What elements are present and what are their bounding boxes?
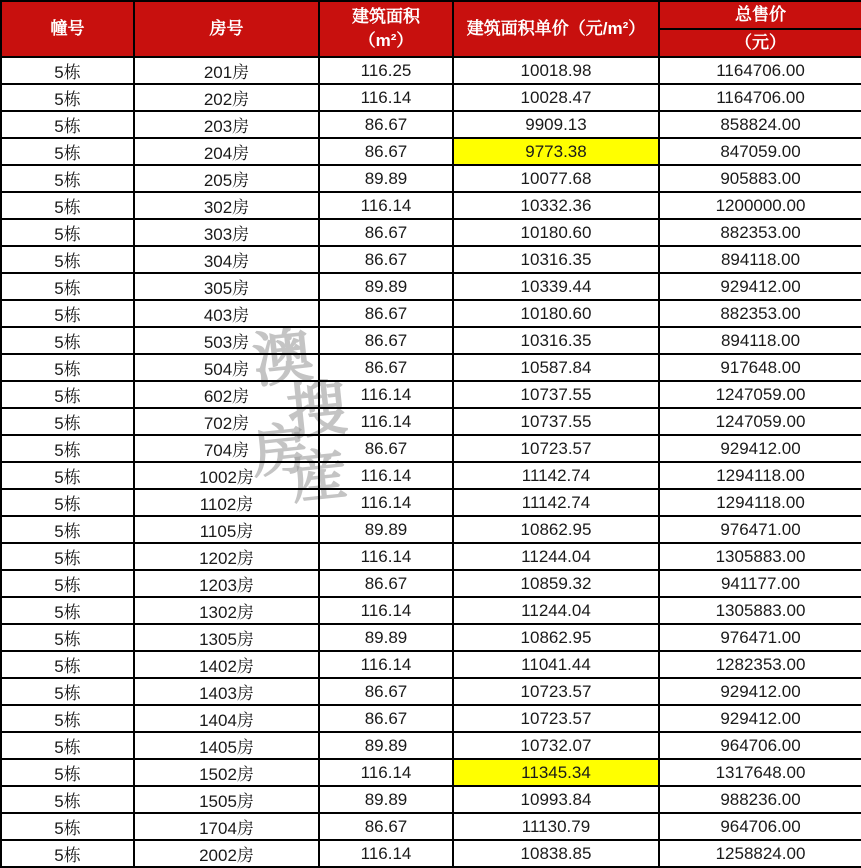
cell-total-price: 1164706.00 [659,84,861,111]
cell-total-price: 964706.00 [659,732,861,759]
watermark-char: 澳 [249,321,317,397]
column-header-total-price [659,1,861,57]
column-header-unit: （元） [735,33,786,53]
cell-area: 116.14 [319,192,453,219]
cell-room: 503房 [134,327,319,354]
cell-room: 1203房 [134,570,319,597]
cell-room: 403房 [134,300,319,327]
table-row [1,624,861,651]
cell-building: 5栋 [1,813,134,840]
cell-room: 2002房 [134,840,319,867]
cell-unit-price: 10316.35 [453,246,659,273]
column-header-room-number [134,1,319,57]
table-row [1,597,861,624]
table-header [1,1,861,57]
cell-building: 5栋 [1,840,134,867]
table-row [1,732,861,759]
table-row [1,192,861,219]
cell-area: 86.67 [319,111,453,138]
cell-area: 86.67 [319,219,453,246]
cell-unit-price: 10737.55 [453,381,659,408]
cell-total-price: 976471.00 [659,516,861,543]
cell-unit-price: 10316.35 [453,327,659,354]
cell-total-price: 929412.00 [659,435,861,462]
cell-total-price: 929412.00 [659,705,861,732]
cell-area: 86.67 [319,327,453,354]
cell-room: 203房 [134,111,319,138]
cell-total-price: 882353.00 [659,300,861,327]
cell-area: 116.14 [319,462,453,489]
cell-area: 116.14 [319,840,453,867]
cell-room: 205房 [134,165,319,192]
table-row [1,570,861,597]
column-header-label: 房号 [209,19,244,39]
column-header-floor-area [319,1,453,57]
cell-unit-price: 11142.74 [453,462,659,489]
cell-area: 86.67 [319,813,453,840]
column-header-unit: （m²） [358,31,414,50]
cell-area: 116.14 [319,597,453,624]
table-row [1,381,861,408]
cell-area: 86.67 [319,138,453,165]
cell-unit-price: 11041.44 [453,651,659,678]
cell-total-price: 917648.00 [659,354,861,381]
cell-building: 5栋 [1,570,134,597]
cell-building: 5栋 [1,408,134,435]
cell-room: 201房 [134,57,319,84]
cell-total-price: 1282353.00 [659,651,861,678]
cell-total-price: 847059.00 [659,138,861,165]
column-header-building-number [1,1,134,57]
cell-building: 5栋 [1,138,134,165]
cell-unit-price: 10332.36 [453,192,659,219]
cell-unit-price: 10862.95 [453,624,659,651]
table-row [1,435,861,462]
cell-total-price: 1164706.00 [659,57,861,84]
table-row [1,57,861,84]
cell-unit-price: 10993.84 [453,786,659,813]
cell-unit-price: 10018.98 [453,57,659,84]
cell-building: 5栋 [1,192,134,219]
cell-area: 86.67 [319,300,453,327]
cell-room: 704房 [134,435,319,462]
table-row [1,246,861,273]
cell-unit-price: 10838.85 [453,840,659,867]
cell-room: 1202房 [134,543,319,570]
cell-building: 5栋 [1,381,134,408]
cell-building: 5栋 [1,786,134,813]
cell-room: 305房 [134,273,319,300]
cell-unit-price: 10180.60 [453,300,659,327]
cell-area: 116.14 [319,489,453,516]
watermark-char: 搜 [283,373,351,449]
cell-area: 116.14 [319,381,453,408]
cell-unit-price: 11142.74 [453,489,659,516]
cell-area: 116.14 [319,543,453,570]
cell-unit-price: 11244.04 [453,597,659,624]
table-row [1,813,861,840]
table-row [1,138,861,165]
cell-room: 1404房 [134,705,319,732]
cell-area: 86.67 [319,570,453,597]
cell-total-price: 858824.00 [659,111,861,138]
table-row [1,516,861,543]
column-header-unit-price [453,1,659,57]
cell-room: 504房 [134,354,319,381]
cell-building: 5栋 [1,219,134,246]
cell-building: 5栋 [1,165,134,192]
cell-building: 5栋 [1,273,134,300]
cell-total-price: 1294118.00 [659,462,861,489]
cell-total-price: 1247059.00 [659,408,861,435]
cell-room: 204房 [134,138,319,165]
watermark-char: 産 [287,441,351,513]
cell-room: 1305房 [134,624,319,651]
table-row [1,408,861,435]
cell-area: 86.67 [319,678,453,705]
cell-building: 5栋 [1,462,134,489]
cell-unit-price: 10862.95 [453,516,659,543]
cell-room: 1505房 [134,786,319,813]
column-header-label: 建筑面积 [352,7,420,27]
cell-unit-price: 9909.13 [453,111,659,138]
header-row [1,1,861,57]
cell-area: 89.89 [319,732,453,759]
cell-area: 86.67 [319,354,453,381]
cell-room: 303房 [134,219,319,246]
cell-area: 89.89 [319,786,453,813]
cell-total-price: 941177.00 [659,570,861,597]
cell-room: 1102房 [134,489,319,516]
cell-building: 5栋 [1,732,134,759]
cell-room: 1502房 [134,759,319,786]
cell-building: 5栋 [1,678,134,705]
cell-area: 89.89 [319,624,453,651]
cell-total-price: 894118.00 [659,246,861,273]
cell-unit-price: 10737.55 [453,408,659,435]
cell-room: 1105房 [134,516,319,543]
cell-total-price: 894118.00 [659,327,861,354]
cell-room: 202房 [134,84,319,111]
cell-area: 89.89 [319,516,453,543]
cell-building: 5栋 [1,327,134,354]
cell-building: 5栋 [1,111,134,138]
cell-area: 116.25 [319,57,453,84]
cell-room: 302房 [134,192,319,219]
cell-total-price: 1247059.00 [659,381,861,408]
table-row [1,462,861,489]
cell-area: 89.89 [319,273,453,300]
cell-total-price: 988236.00 [659,786,861,813]
cell-building: 5栋 [1,57,134,84]
cell-room: 1002房 [134,462,319,489]
cell-unit-price: 10723.57 [453,705,659,732]
table-row [1,543,861,570]
cell-area: 116.14 [319,408,453,435]
cell-total-price: 905883.00 [659,165,861,192]
cell-building: 5栋 [1,489,134,516]
cell-building: 5栋 [1,624,134,651]
column-header-label: 建筑面积单价（元/m²） [466,19,646,39]
cell-room: 1302房 [134,597,319,624]
table-row [1,489,861,516]
table-row [1,786,861,813]
column-header-label: 幢号 [50,19,85,39]
cell-unit-price: 10077.68 [453,165,659,192]
cell-unit-price: 10339.44 [453,273,659,300]
cell-unit-price: 10723.57 [453,678,659,705]
cell-unit-price: 10028.47 [453,84,659,111]
table-row [1,840,861,867]
table-row [1,273,861,300]
cell-area: 86.67 [319,705,453,732]
watermark-char: 房 [248,415,312,487]
cell-area: 86.67 [319,435,453,462]
cell-total-price: 929412.00 [659,678,861,705]
cell-total-price: 929412.00 [659,273,861,300]
cell-unit-price: 11244.04 [453,543,659,570]
cell-total-price: 1294118.00 [659,489,861,516]
cell-unit-price: 11345.34 [453,759,659,786]
cell-total-price: 1317648.00 [659,759,861,786]
cell-unit-price: 9773.38 [453,138,659,165]
table-row [1,84,861,111]
cell-room: 1704房 [134,813,319,840]
table-row [1,300,861,327]
cell-room: 1405房 [134,732,319,759]
cell-area: 89.89 [319,165,453,192]
cell-building: 5栋 [1,435,134,462]
cell-total-price: 964706.00 [659,813,861,840]
cell-room: 1403房 [134,678,319,705]
cell-building: 5栋 [1,705,134,732]
cell-unit-price: 10587.84 [453,354,659,381]
cell-area: 86.67 [319,246,453,273]
cell-unit-price: 10180.60 [453,219,659,246]
cell-area: 116.14 [319,651,453,678]
cell-unit-price: 11130.79 [453,813,659,840]
cell-unit-price: 10732.07 [453,732,659,759]
cell-total-price: 1258824.00 [659,840,861,867]
table-row [1,219,861,246]
cell-building: 5栋 [1,543,134,570]
table-row [1,327,861,354]
table-row [1,354,861,381]
cell-building: 5栋 [1,759,134,786]
table-row [1,651,861,678]
cell-room: 702房 [134,408,319,435]
cell-area: 116.14 [319,84,453,111]
column-header-label: 总售价 [660,2,861,30]
table-row [1,111,861,138]
table-row [1,678,861,705]
cell-unit-price: 10859.32 [453,570,659,597]
cell-room: 304房 [134,246,319,273]
cell-building: 5栋 [1,651,134,678]
cell-total-price: 882353.00 [659,219,861,246]
table-row [1,705,861,732]
cell-room: 1402房 [134,651,319,678]
cell-building: 5栋 [1,246,134,273]
cell-building: 5栋 [1,516,134,543]
cell-total-price: 1200000.00 [659,192,861,219]
cell-building: 5栋 [1,84,134,111]
cell-room: 602房 [134,381,319,408]
cell-area: 116.14 [319,759,453,786]
cell-building: 5栋 [1,597,134,624]
table-row [1,759,861,786]
cell-total-price: 1305883.00 [659,543,861,570]
table-body [1,57,861,867]
cell-unit-price: 10723.57 [453,435,659,462]
cell-total-price: 1305883.00 [659,597,861,624]
cell-building: 5栋 [1,300,134,327]
cell-building: 5栋 [1,354,134,381]
table-row [1,165,861,192]
cell-total-price: 976471.00 [659,624,861,651]
